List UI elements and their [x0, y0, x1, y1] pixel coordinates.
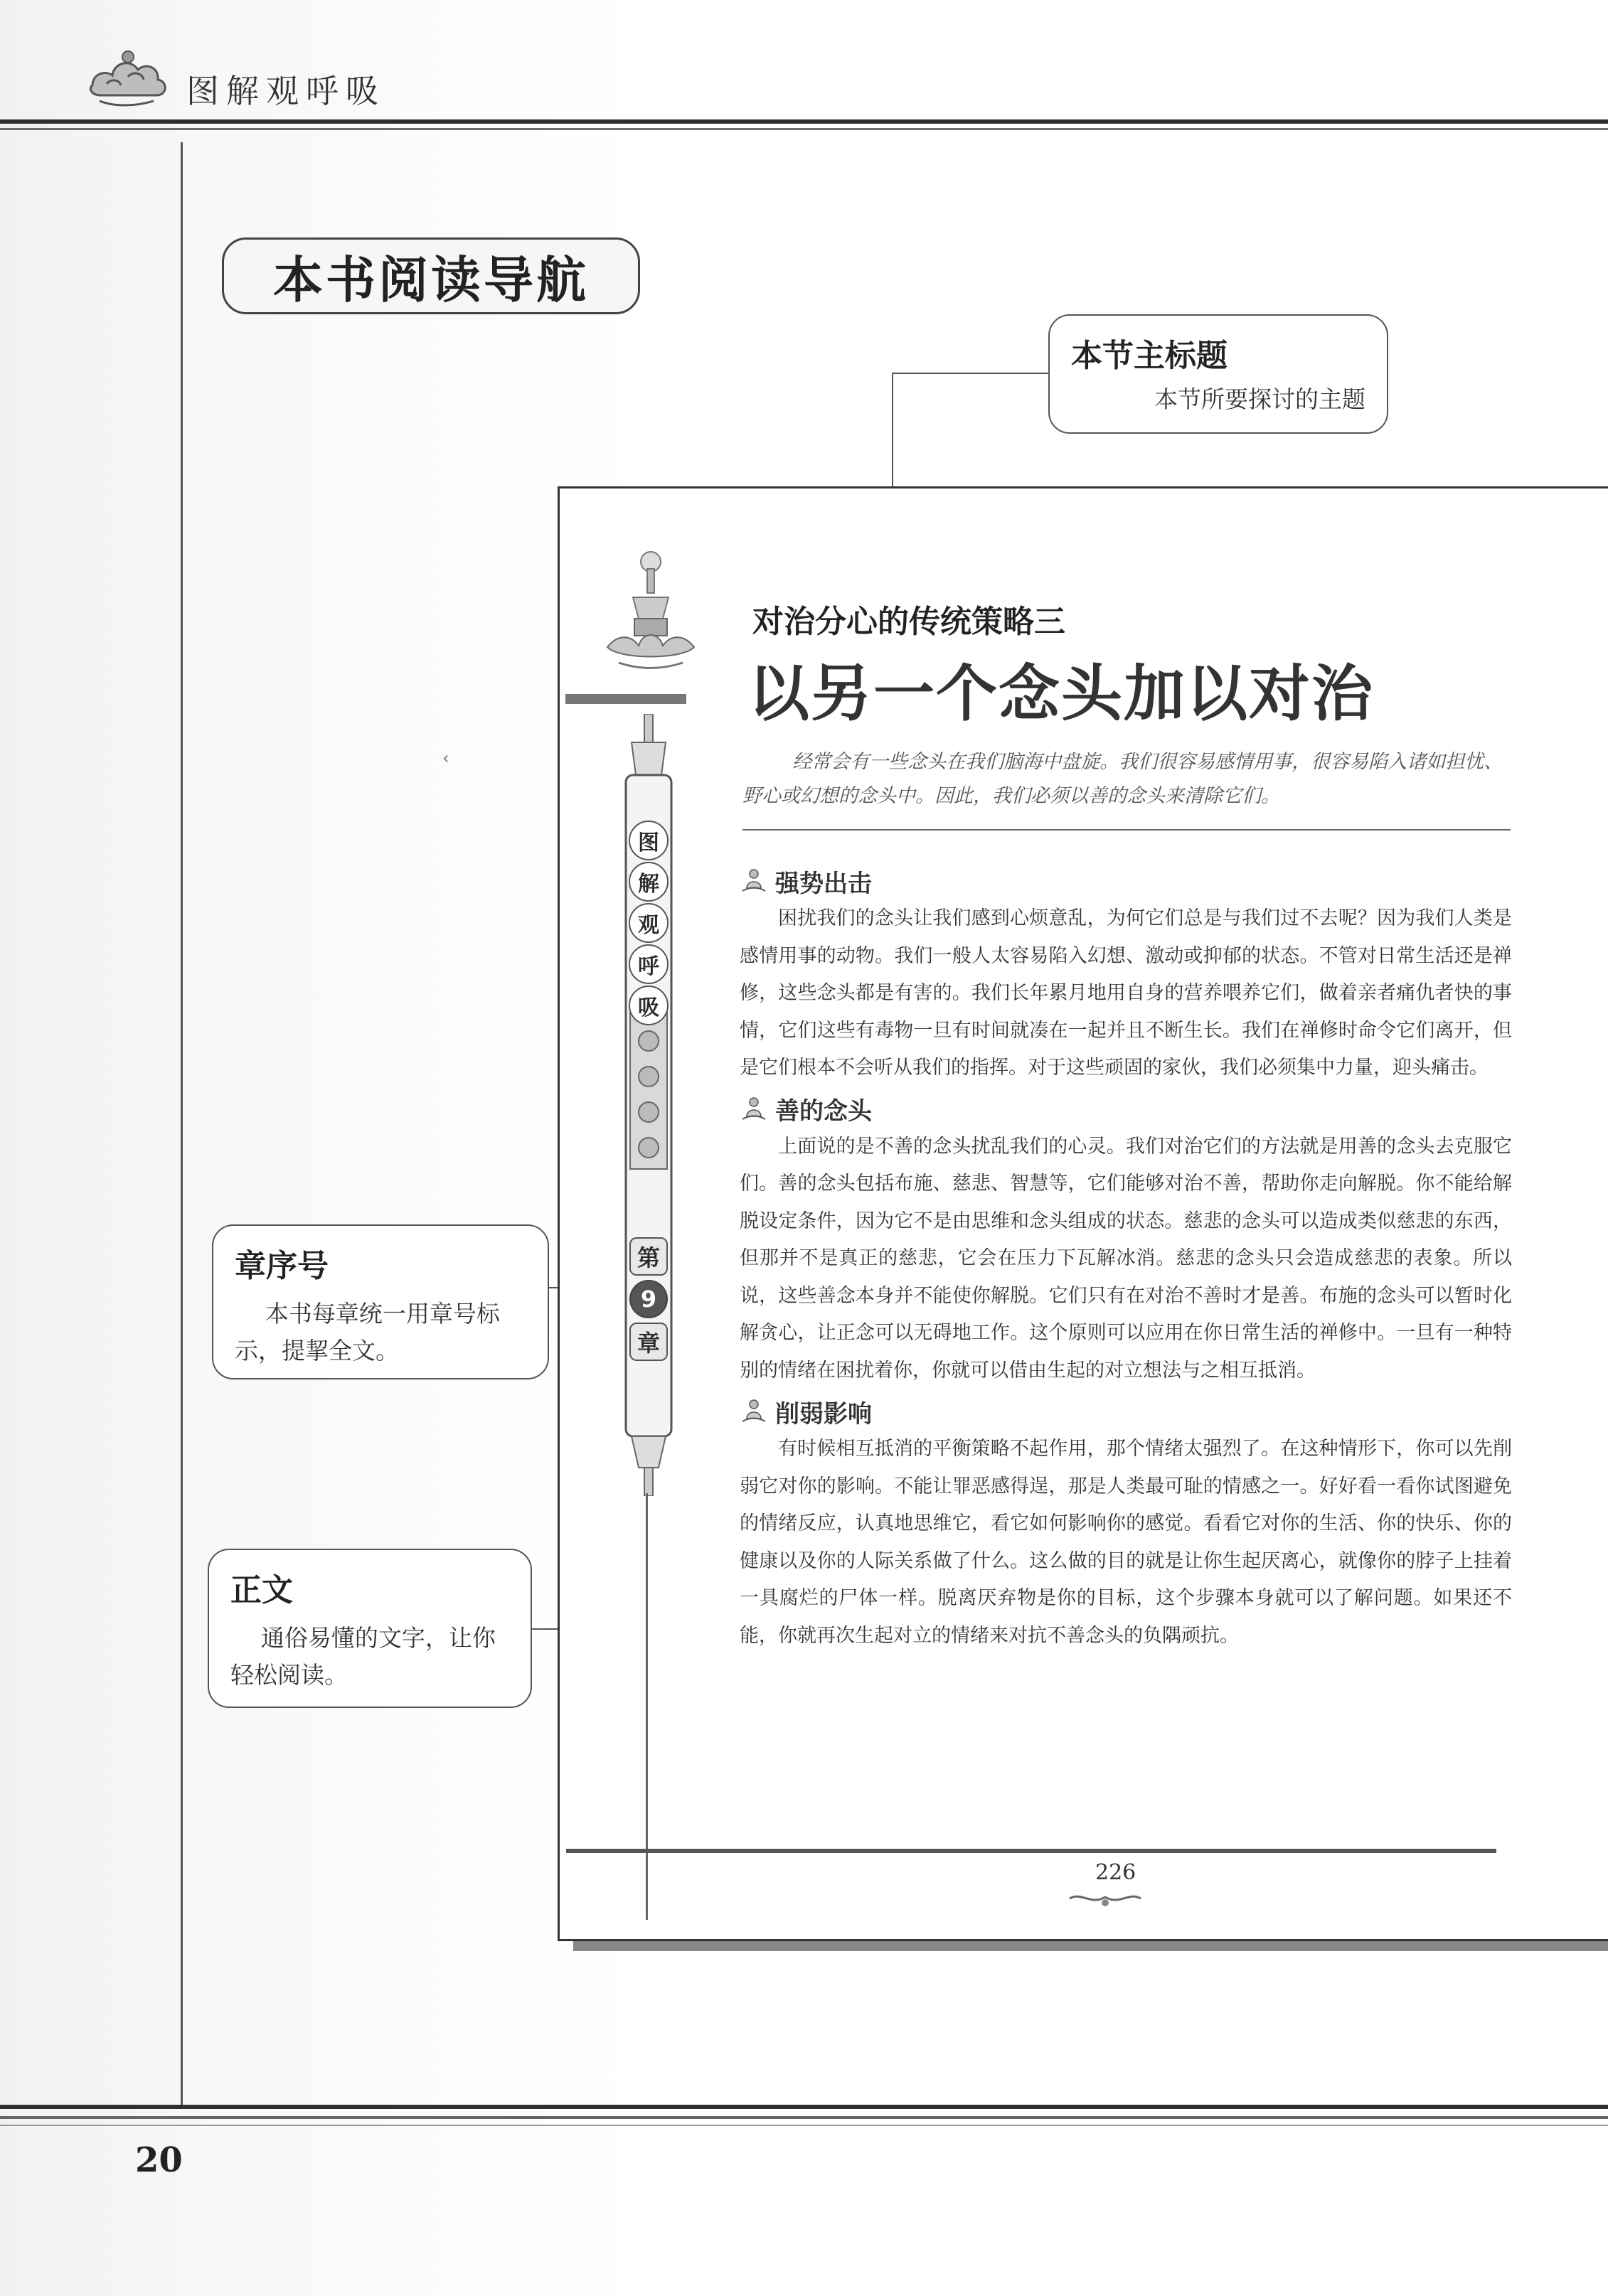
callout-main-title-text: 本节所要探讨的主题: [1154, 385, 1365, 413]
intro-rule: [742, 829, 1511, 831]
section-title: 强势出击: [775, 869, 872, 898]
callout-chapter-number-text: 本书每章统一用章号标示，提挈全文。: [235, 1300, 500, 1365]
callout-main-title: [1048, 314, 1388, 434]
callout-body-text-text: 通俗易懂的文字，让你轻松阅读。: [230, 1624, 496, 1689]
pillar-char: 观: [629, 903, 669, 943]
callout-body-text-heading: 正文: [230, 1572, 293, 1608]
margin-rule: [181, 142, 183, 2105]
header-rule: [0, 119, 1608, 124]
pillar-title: [629, 821, 669, 1027]
chapter-scroll-pillar: [617, 714, 680, 1496]
section-paragraph: 有时候相互抵消的平衡策略不起作用，那个情绪太强烈了。在这种情形下，你可以先削弱它对你的影响。不能让罪恶感得逞，那是人类最可耻的情感之一。好好看一看你试图避免的情绪反应，认真地思维它，看它如何影响你的感觉。看看它对你的生活、你的快乐、你的健康以及你的人际关系做了什么。这么做的目的就是让你生起厌离心，就像你的脖子上挂着一具腐烂的尸体一样。脱离厌弃物是你的目标，这个步骤本身就可以了解问题。如果还不能，你就再次生起对立的情绪来对抗不善念头的负隅顽抗。: [740, 1438, 1512, 1647]
auspicious-cloud-icon: [85, 41, 171, 112]
section-paragraph: 困扰我们的念头让我们感到心烦意乱，为何它们总是与我们过不去呢？因为我们人类是感情用事的动物。我们一般人太容易陷入幻想、激动或抑郁的状态。不管对日常生活还是禅修，这些念头都是有害的。我们长年累月地用自身的营养喂养它们，做着亲者痛仇者快的事情，它们这些有毒物一旦有时间就凑在一起并且不断生长。我们在禅修时命令它们离开，但是它们根本不会听从我们的指挥。对于这些顽固的家伙，我们必须集中力量，迎头痛击。: [740, 907, 1512, 1079]
section-marker-bar: [565, 694, 686, 704]
section-heading: [740, 1392, 1512, 1431]
footer-rule-thin: [0, 2125, 1608, 2126]
section-title: 善的念头: [775, 1097, 872, 1126]
scroll-ornament-icon: [1067, 1889, 1144, 1910]
sample-footer-rule: [566, 1849, 1496, 1853]
sample-body: [740, 862, 1512, 1657]
book-title: 图解观呼吸: [186, 72, 385, 110]
inner-page-shadow: [573, 1941, 1608, 1951]
pillar-char: 吸: [629, 986, 669, 1025]
footer-rule: [0, 2105, 1608, 2109]
callout-chapter-number: [212, 1224, 549, 1379]
meditating-buddha-icon: [740, 1095, 768, 1123]
meditating-buddha-icon: [740, 1397, 768, 1426]
stupa-lotus-icon: [597, 540, 704, 683]
chapter-number: 9: [629, 1280, 668, 1318]
page-number: 20: [135, 2140, 183, 2180]
sample-intro: 经常会有一些念头在我们脑海中盘旋。我们很容易感情用事，很容易陷入诸如担忧、野心或幻想的念头中。因此，我们必须以善的念头来清除它们。: [742, 751, 1503, 807]
chapter-char: 第: [629, 1237, 668, 1276]
stray-mark: ‹: [442, 748, 449, 768]
section-heading: [740, 862, 1512, 900]
sample-subtitle: 对治分心的传统策略三: [752, 604, 1065, 640]
pillar-char: 呼: [629, 944, 669, 984]
callout-chapter-number-heading: 章序号: [235, 1248, 329, 1284]
connector-line-title: [892, 373, 1050, 374]
section-paragraph: 上面说的是不善的念头扰乱我们的心灵。我们对治它们的方法就是用善的念头去克服它们。善的念头包括布施、慈悲、智慧等，它们能够对治不善，帮助你走向解脱。你不能给解脱设定条件，因为它不是由思维和念头组成的状态。慈悲的念头可以造成类似慈悲的东西，但那并不是真正的慈悲，它会在压力下瓦解冰消。慈悲的念头只会造成慈悲的表象。所以说，这些善念本身并不能使你解脱。它们只有在对治不善时才是善。布施的念头可以暂时化解贪心，让正念可以无碍地工作。这个原则可以应用在你日常生活的禅修中。一旦有一种特别的情绪在困扰着你，你就可以借由生起的对立想法与之相互抵消。: [740, 1135, 1512, 1382]
pillar-char: 解: [629, 862, 669, 902]
chapter-number-label: [629, 1237, 669, 1361]
header-rule-thin: [0, 128, 1608, 130]
callout-body-text: [208, 1549, 532, 1708]
pillar-char: 图: [629, 821, 669, 860]
section-title: 削弱影响: [775, 1399, 872, 1429]
sample-page-number: 226: [1095, 1860, 1136, 1885]
callout-main-title-heading: 本节主标题: [1071, 338, 1228, 374]
chapter-char: 章: [629, 1323, 668, 1361]
section-heading: [740, 1090, 1512, 1128]
meditating-buddha-icon: [740, 867, 768, 895]
pillar-rule: [646, 1493, 648, 1920]
sample-title: 以另一个念头加以对治: [748, 658, 1374, 730]
guide-title: 本书阅读导航: [222, 237, 640, 314]
footer-rule-mid: [0, 2116, 1608, 2119]
